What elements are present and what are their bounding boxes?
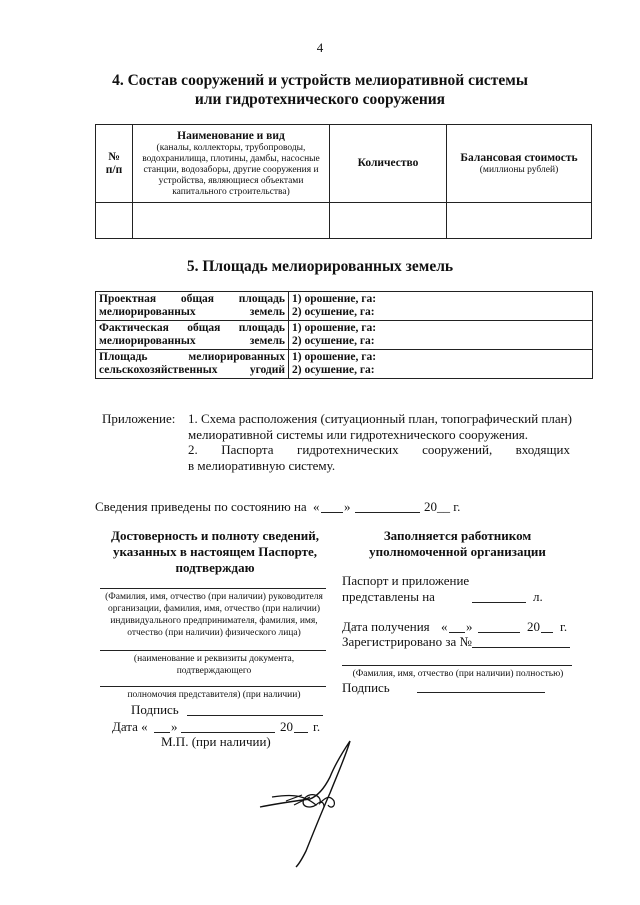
structures-table [95, 124, 592, 239]
table-row [96, 292, 593, 321]
row-label [96, 321, 289, 350]
table-cell [447, 203, 592, 239]
col-name-header [133, 125, 330, 203]
left-date-year-line [294, 732, 308, 733]
row-label-line2: сельскохозяйственных угодий [99, 364, 285, 376]
section5-title: 5. Площадь мелиорированных земель [186, 258, 454, 275]
row-label-line2: мелиорированных земель [99, 306, 285, 318]
section4-title-line1: 4. Состав сооружений и устройств мелиоративной системы [112, 72, 528, 89]
left-date-month-line [181, 732, 275, 733]
seal-label: М.П. (при наличии) [161, 734, 271, 749]
receipt-date-label: Дата получения [342, 619, 430, 634]
receipt-day-line [449, 632, 465, 633]
status-quote-open: « [313, 499, 320, 514]
left-signature-line [187, 715, 323, 716]
row-label-line1: Площадь мелиорированных [99, 351, 285, 363]
left-date-g: г. [313, 719, 321, 734]
left-signature-label: Подпись [131, 702, 179, 717]
irrigation-value: 1) орошение, га: [292, 351, 377, 363]
col-name-subtitle: (каналы, коллекторы, трубопроводы, водохранилища, плотины, дамбы, насосные станции, водозаборы, другие сооружения и устройства, являющиеся объектами капитального строительства) [142, 142, 320, 197]
left-date-close: » [171, 719, 178, 734]
table-row [96, 203, 592, 239]
col-cost-title: Балансовая стоимость [460, 151, 578, 164]
passport-line2: представлены на [342, 589, 435, 604]
col-number-line1: № [108, 150, 120, 163]
col-cost-header [447, 125, 592, 203]
receipt-year: 20 [527, 619, 540, 634]
left-caption-name: (Фамилия, имя, отчество (при наличии) руководителя организации, фамилия, имя, отчество (при наличии) индивидуального предпринимателя, фамилия, имя, отчество (при наличии) физического лица) [105, 592, 323, 638]
row-values [289, 350, 593, 379]
drainage-value: 2) осушение, га: [292, 364, 375, 376]
receipt-quote-close: » [466, 619, 473, 634]
table-cell [96, 203, 133, 239]
row-label-line1: Фактическая общая площадь [99, 322, 285, 334]
passport-line1: Паспорт и приложение [342, 573, 470, 588]
status-quote-close: » [344, 499, 351, 514]
right-caption-name: (Фамилия, имя, отчество (при наличии) полностью) [352, 669, 564, 679]
status-year: 20__ г. [424, 499, 461, 514]
left-document-line [100, 650, 326, 651]
receipt-quote-open: « [441, 619, 448, 634]
status-day-line [321, 512, 343, 513]
left-date-year: 20 [280, 719, 293, 734]
right-heading-line2: уполномоченной организации [369, 544, 546, 559]
right-name-line [342, 665, 572, 666]
row-label-line1: Проектная общая площадь [99, 293, 285, 305]
row-values [289, 292, 593, 321]
status-month-line [355, 512, 420, 513]
table-row [96, 350, 593, 379]
drainage-value: 2) осушение, га: [292, 335, 375, 347]
table-cell [133, 203, 330, 239]
row-values [289, 321, 593, 350]
left-name-line [100, 588, 326, 589]
registered-number-line [472, 647, 570, 648]
drainage-value: 2) осушение, га: [292, 306, 375, 318]
appendix-item2-line1: 2. Паспорта гидротехнических сооружений, входящих [188, 442, 570, 457]
left-heading-line1: Достоверность и полноту сведений, [111, 528, 319, 543]
page-number: 4 [316, 40, 324, 55]
appendix-item1-line2: мелиоративной системы или гидротехнического сооружения. [188, 427, 529, 442]
right-signature-line [417, 692, 545, 693]
receipt-year-line [541, 632, 553, 633]
row-label-line2: мелиорированных земель [99, 335, 285, 347]
handwritten-signature [250, 735, 380, 870]
receipt-g: г. [560, 619, 568, 634]
status-text: Сведения приведены по состоянию на [95, 499, 307, 514]
receipt-month-line [478, 632, 520, 633]
section4-title-line2: или гидротехнического сооружения [194, 91, 446, 108]
appendix-label: Приложение: [102, 411, 176, 426]
right-heading-line1: Заполняется работником [383, 528, 532, 543]
left-date-label: Дата « [112, 719, 148, 734]
irrigation-value: 1) орошение, га: [292, 322, 377, 334]
sheets-unit: л. [533, 589, 543, 604]
row-label [96, 292, 289, 321]
appendix-item2-line2: в мелиоративную систему. [188, 458, 336, 473]
left-date-day-line [154, 732, 170, 733]
irrigation-value: 1) орошение, га: [292, 293, 377, 305]
land-area-table [95, 291, 593, 379]
table-row [96, 321, 593, 350]
col-cost-subtitle: (миллионы рублей) [479, 164, 559, 175]
sheets-count-line [472, 602, 526, 603]
left-heading-line3: подтверждаю [175, 560, 255, 575]
appendix-item1-line1: 1. Схема расположения (ситуационный план, топографический план) [188, 411, 572, 426]
row-label [96, 350, 289, 379]
left-heading-line2: указанных в настоящем Паспорте, [112, 544, 318, 559]
left-caption-authority: полномочия представителя) (при наличии) [127, 690, 301, 700]
col-name-title: Наименование и вид [177, 129, 285, 142]
table-cell [330, 203, 447, 239]
right-signature-label: Подпись [342, 680, 390, 695]
col-qty-header: Количество [330, 125, 447, 203]
left-authority-line [100, 686, 326, 687]
col-number-header [96, 125, 133, 203]
col-number-line2: п/п [105, 163, 123, 176]
left-caption-document: (наименование и реквизиты документа, подтверждающего [133, 654, 295, 676]
registered-label: Зарегистрировано за № [342, 634, 472, 649]
